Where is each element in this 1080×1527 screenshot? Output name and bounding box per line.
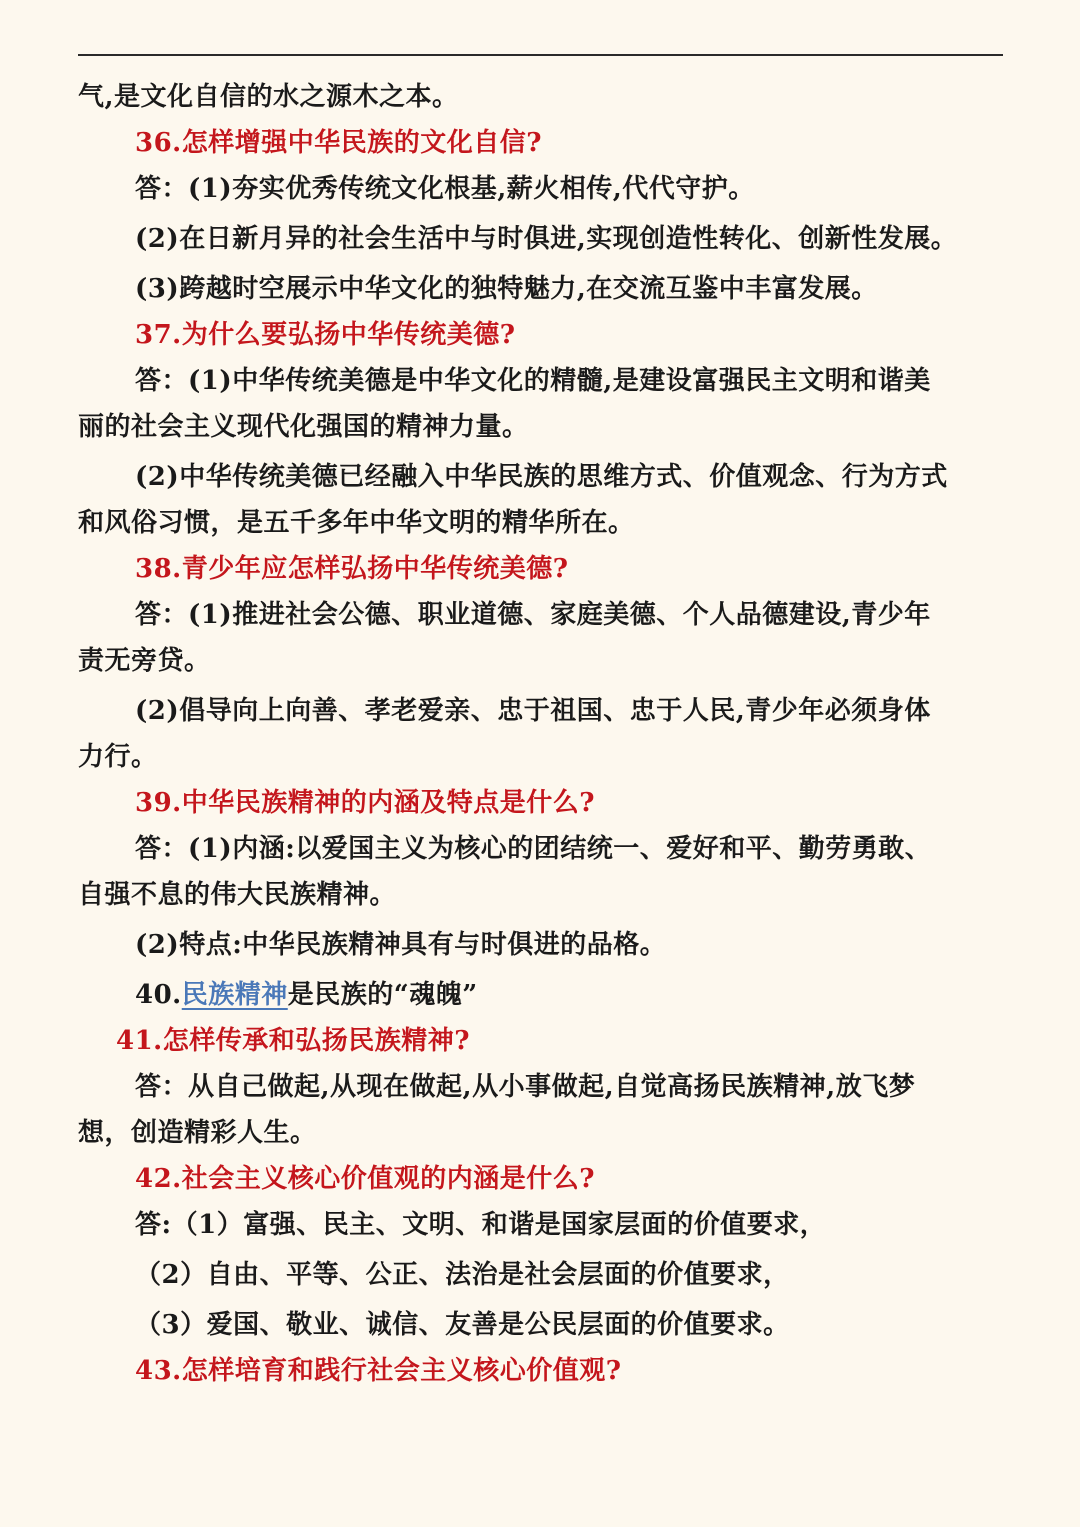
minzu-jingshen-link[interactable]: 民族精神 xyxy=(181,980,288,1010)
answer-38-1-line2: 责无旁贷。 xyxy=(78,646,211,676)
question-39: 39.中华民族精神的内涵及特点是什么? xyxy=(135,788,595,818)
answer-38-1-line1: 答：(1)推进社会公德、职业道德、家庭美德、个人品德建设,青少年 xyxy=(135,600,931,630)
question-43: 43.怎样培育和践行社会主义核心价值观? xyxy=(135,1356,622,1386)
question-42: 42.社会主义核心价值观的内涵是什么? xyxy=(135,1164,595,1194)
answer-37-2-line2: 和风俗习惯，是五千多年中华文明的精华所在。 xyxy=(78,508,635,538)
item-40 xyxy=(78,972,1003,1018)
answer-36-1: 答：(1)夯实优秀传统文化根基,薪火相传,代代守护。 xyxy=(135,174,755,204)
answer-42-2: （2）自由、平等、公正、法治是社会层面的价值要求， xyxy=(135,1260,790,1290)
answer-37-1-line2: 丽的社会主义现代化强国的精神力量。 xyxy=(78,412,529,442)
answer-38-2-line2: 力行。 xyxy=(78,742,158,772)
question-36: 36.怎样增强中华民族的文化自信? xyxy=(135,128,542,158)
question-38: 38.青少年应怎样弘扬中华传统美德? xyxy=(135,554,569,584)
question-37: 37.为什么要弘扬中华传统美德? xyxy=(135,320,516,350)
answer-39-1-line2: 自强不息的伟大民族精神。 xyxy=(78,880,397,910)
item-40-suffix: 是民族的“魂魄” xyxy=(287,980,478,1010)
answer-39-2: (2)特点:中华民族精神具有与时俱进的品格。 xyxy=(135,930,667,960)
answer-39-1-line1: 答：(1)内涵:以爱国主义为核心的团结统一、爱好和平、勤劳勇敢、 xyxy=(135,834,932,864)
answer-37-2-line1: (2)中华传统美德已经融入中华民族的思维方式、价值观念、行为方式 xyxy=(135,462,948,492)
answer-42-1: 答:（1）富强、民主、文明、和谐是国家层面的价值要求， xyxy=(135,1210,827,1240)
answer-41-line1: 答：从自己做起,从现在做起,从小事做起,自觉高扬民族精神,放飞梦 xyxy=(135,1072,916,1102)
answer-41-line2: 想，创造精彩人生。 xyxy=(78,1118,317,1148)
answer-36-3: (3)跨越时空展示中华文化的独特魅力,在交流互鉴中丰富发展。 xyxy=(135,274,878,304)
answer-37-1-line1: 答：(1)中华传统美德是中华文化的精髓,是建设富强民主文明和谐美 xyxy=(135,366,931,396)
document-body xyxy=(78,74,1003,1394)
answer-38-2-line1: (2)倡导向上向善、孝老爱亲、忠于祖国、忠于人民,青少年必须身体 xyxy=(135,696,931,726)
item-40-prefix: 40. xyxy=(135,980,182,1010)
answer-42-3: （3）爱国、敬业、诚信、友善是公民层面的价值要求。 xyxy=(135,1310,790,1340)
continued-text: 气,是文化自信的水之源木之本。 xyxy=(78,82,459,112)
answer-36-2: (2)在日新月异的社会生活中与时俱进,实现创造性转化、创新性发展。 xyxy=(135,224,958,254)
top-divider xyxy=(78,54,1003,56)
question-41: 41.怎样传承和弘扬民族精神? xyxy=(116,1026,470,1056)
